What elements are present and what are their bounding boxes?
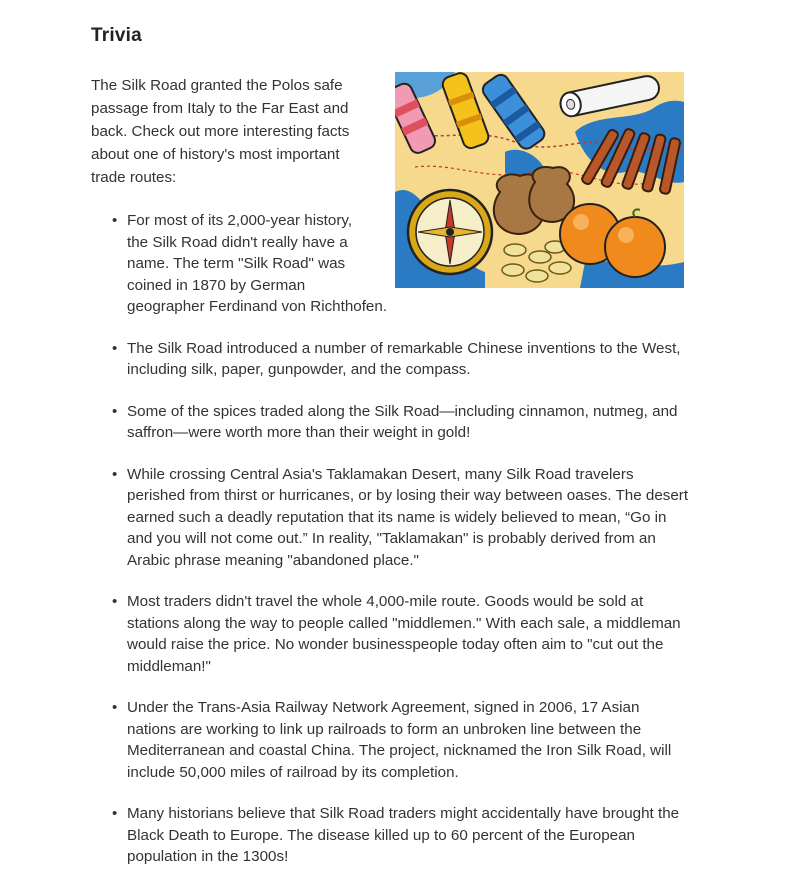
facts-list xyxy=(91,210,691,868)
trivia-section xyxy=(91,0,691,888)
silk-road-illustration xyxy=(395,72,684,288)
fact-line: For most of its 2,000-year history, xyxy=(127,212,353,229)
list-item xyxy=(91,401,691,444)
fact-line: geographer Ferdinand von Richthofen. xyxy=(127,298,388,315)
fact-text: The Silk Road introduced a number of remarkable Chinese inventions to the West, including silk, paper, gunpowder, and the compass. xyxy=(127,339,681,378)
fact-text: Some of the spices traded along the Silk Road—including cinnamon, nutmeg, and saffron—were worth more than their weight in gold! xyxy=(127,402,678,441)
bullet-icon: • xyxy=(112,699,118,716)
bullet-icon: • xyxy=(112,402,118,420)
list-item xyxy=(91,338,691,381)
bullet-icon: • xyxy=(112,339,118,357)
fact-line: the Silk Road didn't really have a xyxy=(127,233,348,251)
fact-line: coined in 1870 by German xyxy=(127,276,306,294)
fact-text: While crossing Central Asia's Taklamakan Desert, many Silk Road travelers perished from thirst or hurricanes, or by losing their way between oases. The desert earned such a deadly reputation that its name is widely believed to mean, “Go in and you will not come out.” In reality, "Taklamakan" is probably derived from an Arabic phrase meaning "abandoned place." xyxy=(127,465,689,569)
list-item xyxy=(91,464,691,572)
fact-text: Many historians believe that Silk Road traders might accidentally have brought the Black Death to Europe. The disease killed up to 60 percent of the European population in the 1300s! xyxy=(127,805,680,865)
bullet-icon: • xyxy=(112,465,118,483)
fact-text: Most traders didn't travel the whole 4,000-mile route. Goods would be sold at stations along the way to people called "middlemen." With each sale, a middleman would raise the price. No wonder businesspeople today often aim to "cut out the middleman!" xyxy=(127,593,681,675)
fact-text: Under the Trans-Asia Railway Network Agreement, signed in 2006, 17 Asian nations are working to link up railroads to form an unbroken line between the Mediterranean and coastal China. The project, nicknamed the Iron Silk Road, will include 50,000 miles of railroad by its completion. xyxy=(127,699,672,781)
intro-paragraph: The Silk Road granted the Polos safe passage from Italy to the Far East and back. Check out more interesting facts about one of history's most important trade routes: xyxy=(91,77,350,186)
list-item xyxy=(91,697,691,783)
bullet-icon: • xyxy=(112,805,118,822)
list-item xyxy=(91,591,691,677)
section-heading: Trivia xyxy=(91,25,142,46)
bullet-icon: • xyxy=(112,212,118,229)
fact-line: name. The term "Silk Road" was xyxy=(127,255,346,272)
list-item xyxy=(91,803,691,868)
bullet-icon: • xyxy=(112,593,118,610)
